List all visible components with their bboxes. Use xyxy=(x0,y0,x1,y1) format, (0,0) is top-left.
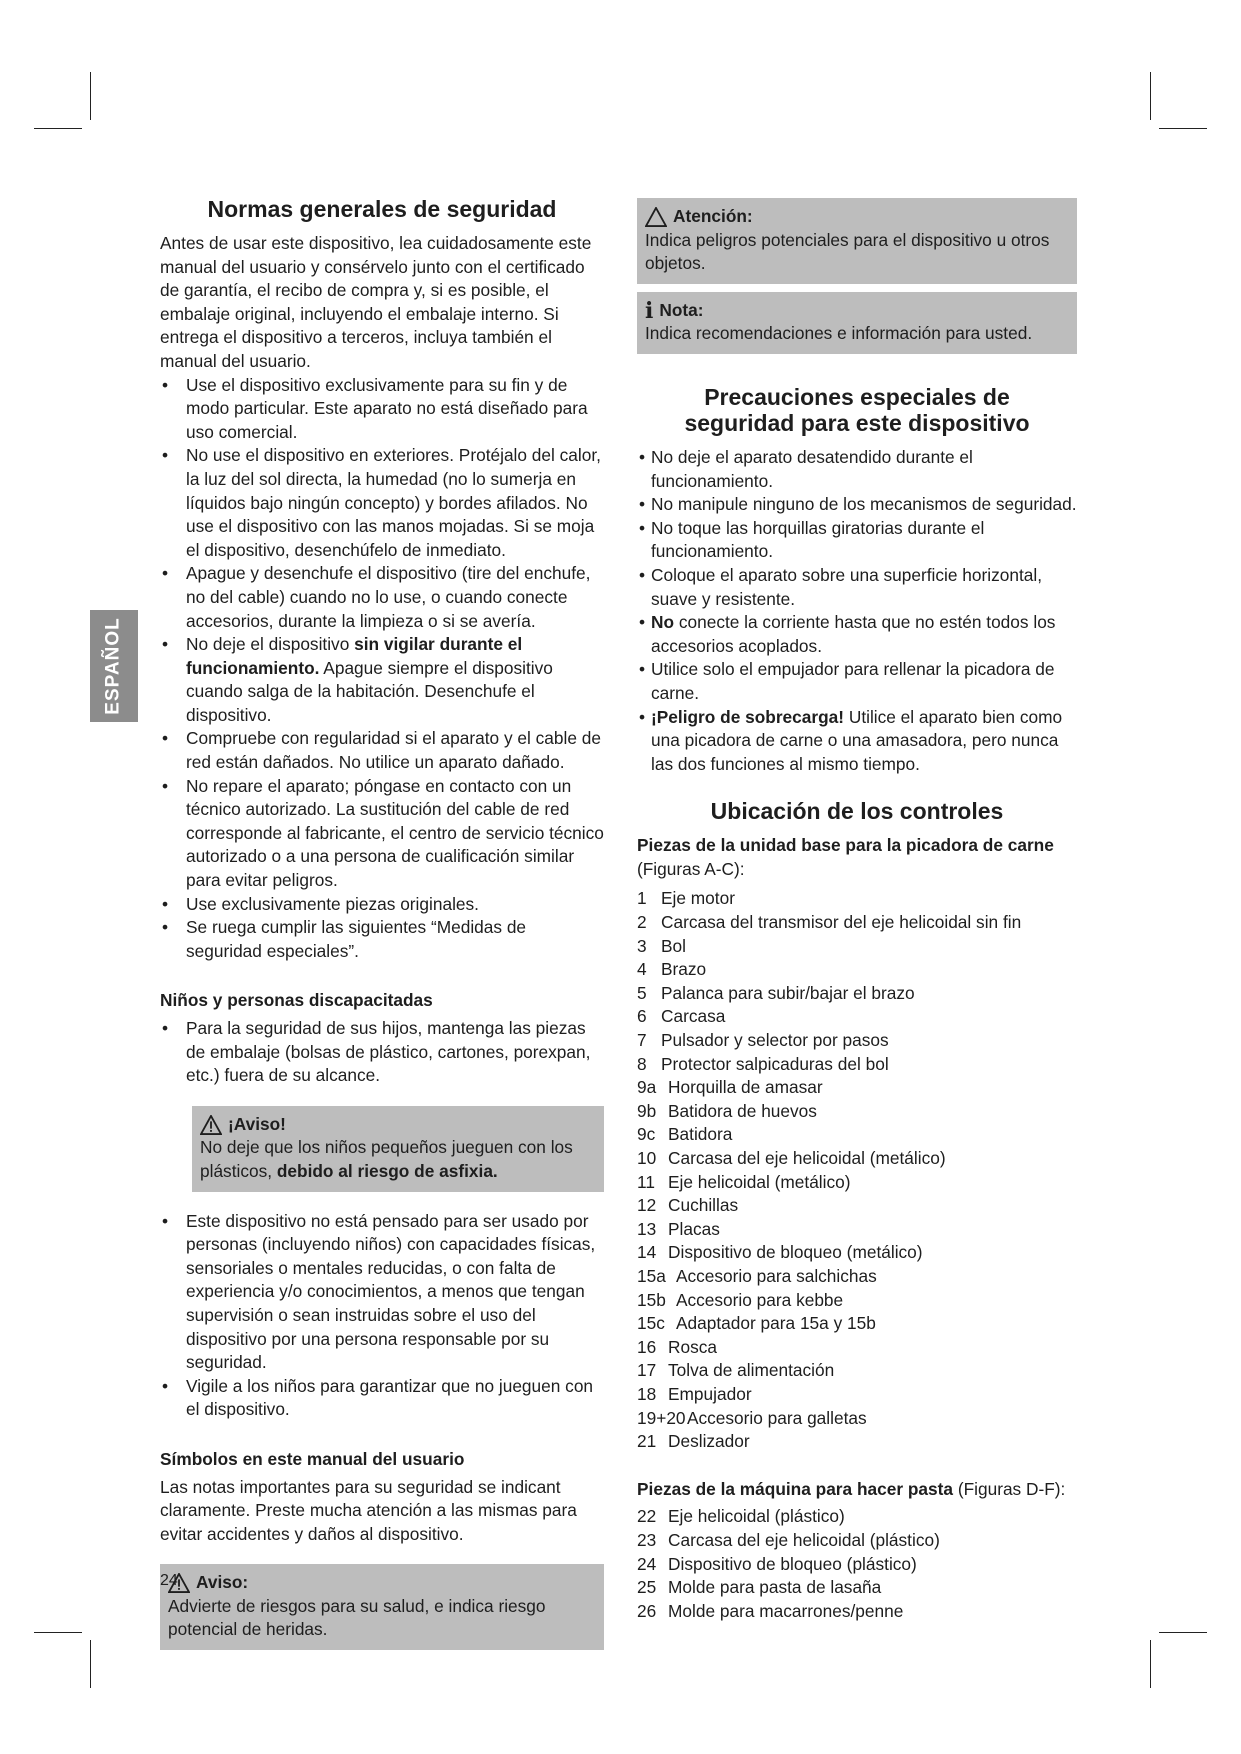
nota-title-row xyxy=(645,299,1069,323)
part-item xyxy=(637,1241,1077,1265)
part-item xyxy=(637,1265,1077,1289)
part-label: Molde para macarrones/penne xyxy=(668,1600,904,1621)
children-list-2 xyxy=(160,1210,604,1422)
part-label: Placas xyxy=(668,1218,720,1239)
list-item: • No repare el aparato; póngase en contacto con un técnico autorizado. La sustitución del cable de red corresponde al fabricante, el centro de servicio técnico autorizado o a una persona de cualificación similar para evitar peligros. xyxy=(160,775,604,893)
part-item xyxy=(637,1407,1077,1431)
part-number: 15c xyxy=(637,1313,665,1334)
list-item: • Apague y desenchufe el dispositivo (tire del enchufe, no del cable) cuando no lo use, o cuando conecte accesorios, durante la limpieza o si se avería. xyxy=(160,562,604,633)
part-label: Palanca para subir/bajar el brazo xyxy=(661,982,915,1003)
list-item: • Se ruega cumplir las siguientes “Medidas de seguridad especiales”. xyxy=(160,916,604,963)
part-label: Carcasa del transmisor del eje helicoidal sin fin xyxy=(661,912,1022,933)
list-item: • Para la seguridad de sus hijos, mantenga las piezas de embalaje (bolsas de plástico, cartones, porexpan, etc.) fuera de su alcance. xyxy=(160,1017,604,1088)
part-number: 13 xyxy=(637,1218,657,1239)
pasta-parts-list xyxy=(637,1505,1077,1623)
list-item: • No deje el aparato desatendido durante el funcionamiento. xyxy=(637,446,1077,493)
page-number: 24 xyxy=(160,1572,178,1589)
part-number: 11 xyxy=(637,1171,655,1192)
part-item xyxy=(637,1359,1077,1383)
list-item: • Use el dispositivo exclusivamente para su fin y de modo particular. Este aparato no está diseñado para uso comercial. xyxy=(160,374,604,445)
crop-mark xyxy=(34,1632,82,1633)
part-number: 9a xyxy=(637,1077,657,1098)
base-parts-title: Piezas de la unidad base para la picadora de carne xyxy=(637,835,1054,856)
part-label: Carcasa del eje helicoidal (plástico) xyxy=(668,1529,940,1550)
part-label: Carcasa del eje helicoidal (metálico) xyxy=(668,1148,946,1168)
part-number: 2 xyxy=(637,912,647,933)
aviso-health-box xyxy=(160,1564,604,1650)
right-column xyxy=(637,198,1077,1623)
aviso-title: ¡Aviso! xyxy=(228,1113,286,1134)
controls-title: Ubicación de los controles xyxy=(710,798,1004,825)
part-label: Eje helicoidal (plástico) xyxy=(668,1506,845,1527)
part-number: 26 xyxy=(637,1600,657,1621)
part-number: 18 xyxy=(637,1383,657,1404)
list-item: • Utilice solo el empujador para rellenar la picadora de carne. xyxy=(637,658,1077,705)
list-item-bold: No xyxy=(651,612,675,633)
part-number: 6 xyxy=(637,1006,647,1027)
part-label: Eje helicoidal (metálico) xyxy=(668,1171,851,1192)
part-label: Protector salpicaduras del bol xyxy=(661,1053,889,1074)
part-number: 25 xyxy=(637,1577,657,1598)
part-number: 5 xyxy=(637,982,647,1003)
part-item xyxy=(637,1123,1077,1147)
part-number: 12 xyxy=(637,1195,657,1216)
base-parts-figures: (Figuras A-C): xyxy=(637,858,745,879)
list-item-text: conecte la corriente hasta que no estén todos los accesorios acoplados. xyxy=(651,612,1056,656)
part-label: Brazo xyxy=(661,959,707,980)
list-item xyxy=(637,611,1077,658)
part-item xyxy=(637,1029,1077,1053)
part-item xyxy=(637,1053,1077,1077)
part-item xyxy=(637,887,1077,911)
part-item xyxy=(637,1576,1077,1600)
list-item: • Compruebe con regularidad si el aparato y el cable de red están dañados. No utilice un aparato dañado. xyxy=(160,727,604,774)
part-number: 10 xyxy=(637,1148,657,1168)
part-number: 1 xyxy=(637,888,647,909)
part-item xyxy=(637,1383,1077,1407)
part-item xyxy=(637,1430,1077,1454)
part-item xyxy=(637,1336,1077,1360)
part-label: Empujador xyxy=(668,1383,752,1404)
part-item xyxy=(637,1505,1077,1529)
part-number: 17 xyxy=(637,1360,657,1381)
aviso2-text: Advierte de riesgos para su salud, e indica riesgo potencial de heridas. xyxy=(168,1595,546,1640)
part-label: Horquilla de amasar xyxy=(668,1077,823,1098)
part-item xyxy=(637,958,1077,982)
list-item-text: No deje el dispositivo xyxy=(186,634,355,655)
part-item xyxy=(637,1171,1077,1195)
part-number: 24 xyxy=(637,1553,657,1574)
part-label: Batidora de huevos xyxy=(668,1100,817,1121)
precautions-title: Precauciones especiales de seguridad para este dispositivo xyxy=(684,383,1030,436)
aviso-title-row xyxy=(200,1113,596,1137)
part-label: Carcasa xyxy=(661,1006,726,1027)
part-item xyxy=(637,1553,1077,1577)
part-number: 7 xyxy=(637,1030,647,1051)
part-item xyxy=(637,1005,1077,1029)
list-item xyxy=(160,633,604,727)
list-item-bold: sin vigilar durante el funcionamiento. xyxy=(186,634,523,678)
language-label: ESPAÑOL xyxy=(103,617,124,715)
part-item xyxy=(637,1600,1077,1624)
general-safety-list xyxy=(160,374,604,964)
part-number: 21 xyxy=(637,1431,657,1452)
part-label: Pulsador y selector por pasos xyxy=(661,1030,889,1051)
crop-mark xyxy=(1159,128,1207,129)
part-label: Adaptador para 15a y 15b xyxy=(676,1313,876,1334)
aviso-text-bold: debido al riesgo de asfixia. xyxy=(276,1160,498,1181)
nota-box xyxy=(637,292,1077,354)
part-label: Accesorio para galletas xyxy=(687,1407,867,1428)
part-label: Tolva de alimentación xyxy=(668,1360,835,1381)
part-item xyxy=(637,1076,1077,1100)
part-number: 22 xyxy=(637,1506,657,1527)
part-label: Rosca xyxy=(668,1336,717,1357)
aviso-text xyxy=(200,1136,596,1183)
language-side-tab xyxy=(90,610,138,722)
part-number: 15a xyxy=(637,1265,666,1286)
part-number: 15b xyxy=(637,1289,666,1310)
nota-title: Nota: xyxy=(659,299,704,320)
info-icon: i xyxy=(645,297,654,324)
part-number: 4 xyxy=(637,959,647,980)
atencion-title: Atención: xyxy=(673,206,753,226)
part-number: 8 xyxy=(637,1053,647,1074)
crop-mark xyxy=(90,72,91,120)
part-item xyxy=(637,982,1077,1006)
list-item: • No toque las horquillas giratorias durante el funcionamiento. xyxy=(637,517,1077,564)
part-label: Cuchillas xyxy=(668,1195,739,1216)
part-label: Dispositivo de bloqueo (metálico) xyxy=(668,1242,923,1263)
part-label: Batidora xyxy=(668,1124,733,1145)
caution-triangle-icon xyxy=(645,207,667,227)
part-number: 19+20 xyxy=(637,1407,686,1428)
crop-mark xyxy=(34,128,82,129)
part-item xyxy=(637,1218,1077,1242)
part-number: 3 xyxy=(637,935,647,956)
crop-mark xyxy=(1159,1632,1207,1633)
list-item: • Este dispositivo no está pensado para ser usado por personas (incluyendo niños) con capacidades físicas, sensoriales o mentales reducidas, o con falta de experiencia y/o conocimientos, a menos que tengan supervisión o sean instruidas sobre el uso del dispositivo por una persona responsable por su seguridad. xyxy=(160,1210,604,1375)
list-item-text: Apague siempre el dispositivo cuando salga de la habitación. Desenchufe el dispositivo. xyxy=(186,657,553,725)
list-item: • Vigile a los niños para garantizar que no jueguen con el dispositivo. xyxy=(160,1375,604,1422)
part-label: Dispositivo de bloqueo (plástico) xyxy=(668,1553,917,1574)
general-safety-title: Normas generales de seguridad xyxy=(207,196,557,222)
nota-text: Indica recomendaciones e información para usted. xyxy=(645,323,1033,344)
children-list xyxy=(160,1017,604,1088)
list-item: • Coloque el aparato sobre una superficie horizontal, suave y resistente. xyxy=(637,564,1077,611)
aviso2-title-row xyxy=(168,1571,596,1595)
list-item-bold: ¡Peligro de sobrecarga! xyxy=(651,706,845,727)
pasta-parts-heading xyxy=(637,1478,1077,1502)
part-item xyxy=(637,935,1077,959)
list-item xyxy=(637,706,1077,777)
part-item xyxy=(637,1147,1077,1171)
part-label: Deslizador xyxy=(668,1431,750,1452)
part-label: Accesorio para salchichas xyxy=(676,1265,877,1286)
part-label: Bol xyxy=(661,935,686,956)
part-label: Eje motor xyxy=(661,888,735,909)
part-number: 9b xyxy=(637,1100,657,1121)
pasta-parts-figures: (Figuras D-F): xyxy=(953,1478,1066,1499)
crop-mark xyxy=(1150,72,1151,120)
part-item xyxy=(637,911,1077,935)
crop-mark xyxy=(1150,1640,1151,1688)
part-number: 9c xyxy=(637,1124,656,1145)
list-item: • No use el dispositivo en exteriores. Protéjalo del calor, la luz del sol directa, la humedad (no lo sumerja en líquidos bajo ningún concepto) y bordes afilados. No use el dispositivo con las manos mojadas. Si se moja el dispositivo, desenchúfelo de inmediato. xyxy=(160,444,604,562)
intro-paragraph: Antes de usar este dispositivo, lea cuidadosamente este manual del usuario y consérvelo junto con el certificado de garantía, el recibo de compra y, si es posible, el embalaje original, incluyendo el embalaje interno. Si entrega el dispositivo a terceros, incluya también el manual del usuario. xyxy=(160,233,592,371)
atencion-box xyxy=(637,198,1077,284)
part-number: 14 xyxy=(637,1242,657,1263)
part-label: Molde para pasta de lasaña xyxy=(668,1577,882,1598)
part-item xyxy=(637,1289,1077,1313)
atencion-title-row xyxy=(645,205,1069,229)
part-item xyxy=(637,1529,1077,1553)
part-item xyxy=(637,1100,1077,1124)
part-item xyxy=(637,1312,1077,1336)
pasta-parts-title: Piezas de la máquina para hacer pasta xyxy=(637,1478,954,1499)
aviso2-title: Aviso: xyxy=(196,1572,249,1593)
part-number: 16 xyxy=(637,1336,657,1357)
atencion-text: Indica peligros potenciales para el dispositivo u otros objetos. xyxy=(645,229,1050,274)
symbols-section-title: Símbolos en este manual del usuario xyxy=(160,1448,465,1469)
part-item xyxy=(637,1194,1077,1218)
aviso-text-main: No deje que los niños pequeños jueguen con los plásticos, xyxy=(200,1137,573,1181)
list-item-text: Utilice el aparato bien como una picadora de carne o una amasadora, pero nunca las dos funciones al mismo tiempo. xyxy=(651,706,1063,774)
part-label: Accesorio para kebbe xyxy=(676,1289,844,1310)
precautions-list xyxy=(637,446,1077,776)
list-item: • Use exclusivamente piezas originales. xyxy=(160,893,604,917)
left-column xyxy=(160,196,604,1650)
warning-triangle-icon xyxy=(200,1115,222,1135)
crop-mark xyxy=(90,1640,91,1688)
symbols-paragraph: Las notas importantes para su seguridad se indicant claramente. Preste mucha atención a las mismas para evitar accidentes y daños al dispositivo. xyxy=(160,1476,577,1544)
list-item: • No manipule ninguno de los mecanismos de seguridad. xyxy=(637,493,1077,517)
part-number: 23 xyxy=(637,1529,657,1550)
base-parts-list xyxy=(637,887,1077,1453)
aviso-warning-box xyxy=(192,1106,604,1192)
children-section-title: Niños y personas discapacitadas xyxy=(160,990,433,1011)
